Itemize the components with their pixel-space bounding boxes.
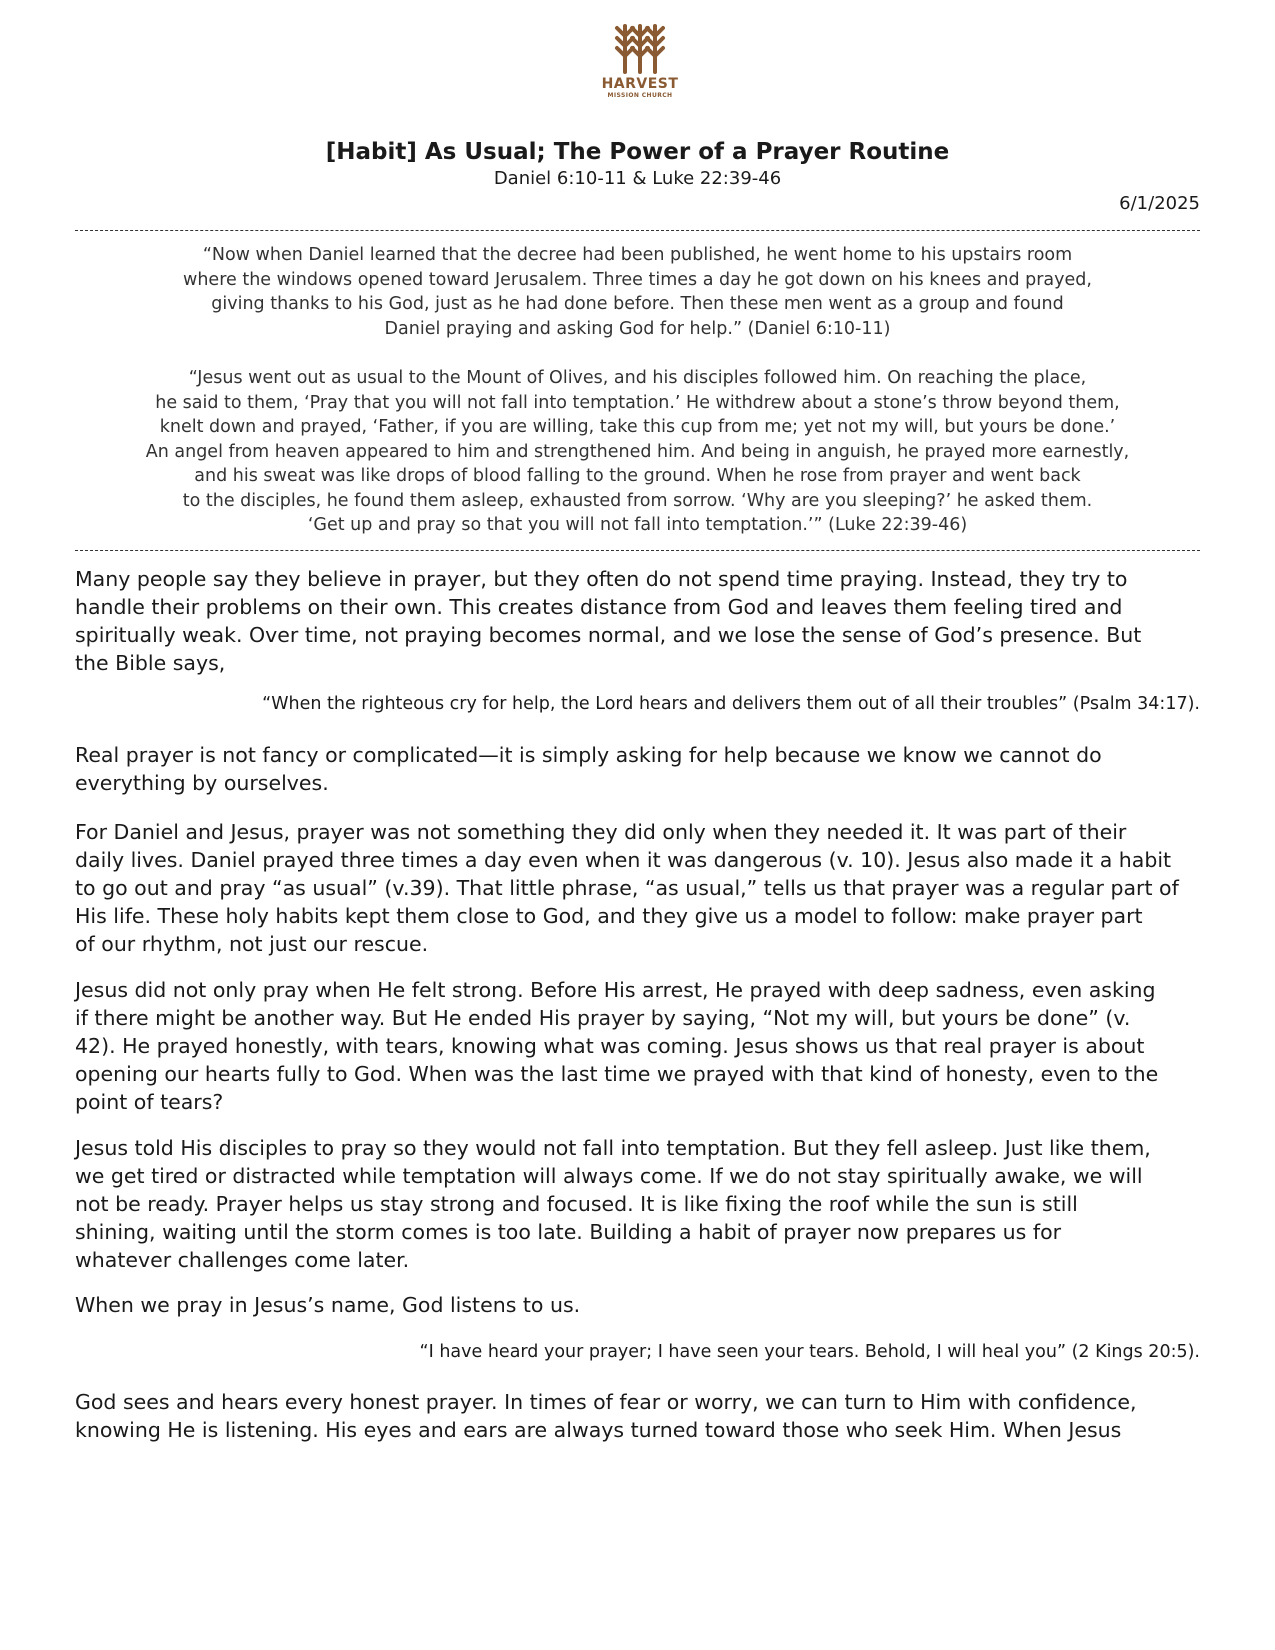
scripture-daniel [75, 243, 1200, 341]
quote-psalm: “When the righteous cry for help, the Lord hears and delivers them out of all their troubles” (Psalm 34:17). [262, 694, 1200, 714]
paragraph-line: whatever challenges come later. [75, 1248, 410, 1272]
paragraph-line: When we pray in Jesus’s name, God listens to us. [75, 1293, 581, 1317]
paragraph-line: God sees and hears every honest prayer. In times of fear or worry, we can turn to Him with confidence, [75, 1390, 1137, 1414]
scripture-line: Daniel praying and asking God for help.” (Daniel 6:10-11) [384, 318, 891, 339]
scripture-line: where the windows opened toward Jerusalem. Three times a day he got down on his knees and prayed, [183, 269, 1092, 290]
scripture-line: giving thanks to his God, just as he had done before. Then these men went as a group and found [211, 294, 1064, 314]
logo-name: HARVEST [601, 76, 679, 92]
paragraph-line: of our rhythm, not just our rescue. [75, 932, 429, 956]
church-logo [600, 22, 680, 112]
paragraph-7 [75, 1388, 1200, 1444]
scripture-luke [75, 366, 1200, 538]
logo-subtitle: MISSION CHURCH [607, 92, 673, 99]
scripture-line: An angel from heaven appeared to him and strengthened him. And being in anguish, he prayed more earnestly, [145, 441, 1130, 462]
paragraph-line: opening our hearts fully to God. When was the last time we prayed with that kind of honesty, even to the [75, 1062, 1159, 1086]
paragraph-line: not be ready. Prayer helps us stay strong and focused. It is like fixing the roof while the sun is still [75, 1192, 1078, 1216]
sermon-date: 6/1/2025 [1119, 193, 1200, 214]
paragraph-line: Many people say they believe in prayer, but they often do not spend time praying. Instead, they try to [75, 567, 1128, 591]
scripture-line: he said to them, ‘Pray that you will not fall into temptation.’ He withdrew about a stone’s throw beyond them, [155, 392, 1120, 413]
paragraph-2 [75, 741, 1200, 797]
scripture-line: “Now when Daniel learned that the decree had been published, he went home to his upstairs room [202, 245, 1073, 265]
paragraph-line: shining, waiting until the storm comes is too late. Building a habit of prayer now prepares us for [75, 1220, 1062, 1244]
paragraph-1 [75, 565, 1200, 677]
paragraph-line: handle their problems on their own. This creates distance from God and leaves them feeling tired and [75, 595, 1123, 619]
paragraph-line: daily lives. Daniel prayed three times a day even when it was dangerous (v. 10). Jesus also made it a habit [75, 848, 1172, 872]
scripture-line: and his sweat was like drops of blood falling to the ground. When he rose from prayer and went back [194, 466, 1081, 486]
scripture-line: “Jesus went out as usual to the Mount of Olives, and his disciples followed him. On reaching the place, [188, 368, 1087, 388]
paragraph-line: point of tears? [75, 1090, 224, 1114]
scripture-line: to the disciples, he found them asleep, exhausted from sorrow. ‘Why are you sleeping?’ he asked them. [182, 490, 1093, 511]
scripture-line: knelt down and prayed, ‘Father, if you are willing, take this cup from me; yet not my will, but yours be done.’ [159, 417, 1116, 437]
paragraph-6 [75, 1291, 1200, 1319]
paragraph-line: everything by ourselves. [75, 771, 329, 795]
paragraph-line: Jesus told His disciples to pray so they would not fall into temptation. But they fell asleep. Just like them, [75, 1136, 1151, 1160]
paragraph-3 [75, 818, 1200, 958]
dashed-divider-top [75, 230, 1200, 231]
paragraph-line: 42). He prayed honestly, with tears, knowing what was coming. Jesus shows us that real prayer is about [75, 1034, 1145, 1058]
sermon-title: [Habit] As Usual; The Power of a Prayer Routine [325, 139, 950, 165]
paragraph-line: knowing He is listening. His eyes and ears are always turned toward those who seek Him. When Jesus [75, 1418, 1122, 1442]
paragraph-line: Jesus did not only pray when He felt strong. Before His arrest, He prayed with deep sadness, even asking [75, 978, 1156, 1002]
paragraph-line: Real prayer is not fancy or complicated—it is simply asking for help because we know we cannot do [75, 743, 1102, 767]
paragraph-line: spiritually weak. Over time, not praying becomes normal, and we lose the sense of God’s presence. But [75, 623, 1142, 647]
quote-2-kings: “I have heard your prayer; I have seen your tears. Behold, I will heal you” (2 Kings 20:5). [419, 1342, 1200, 1362]
paragraph-line: we get tired or distracted while temptation will always come. If we do not stay spiritually awake, we will [75, 1164, 1143, 1188]
paragraph-line: if there might be another way. But He ended His prayer by saying, “Not my will, but yours be done” (v. [75, 1006, 1131, 1030]
paragraph-line: His life. These holy habits kept them close to God, and they give us a model to follow: make prayer part [75, 904, 1143, 928]
paragraph-line: to go out and pray “as usual” (v.39). That little phrase, “as usual,” tells us that prayer was a regular part of [75, 876, 1179, 900]
wheat-stalks-icon [610, 22, 670, 74]
paragraph-5 [75, 1134, 1200, 1274]
scripture-reference: Daniel 6:10-11 & Luke 22:39-46 [493, 168, 782, 189]
paragraph-line: For Daniel and Jesus, prayer was not something they did only when they needed it. It was part of their [75, 820, 1127, 844]
scripture-line: ‘Get up and pray so that you will not fall into temptation.’” (Luke 22:39-46) [307, 515, 968, 535]
dashed-divider-bottom [75, 550, 1200, 551]
paragraph-4 [75, 976, 1200, 1116]
paragraph-line: the Bible says, [75, 651, 226, 675]
